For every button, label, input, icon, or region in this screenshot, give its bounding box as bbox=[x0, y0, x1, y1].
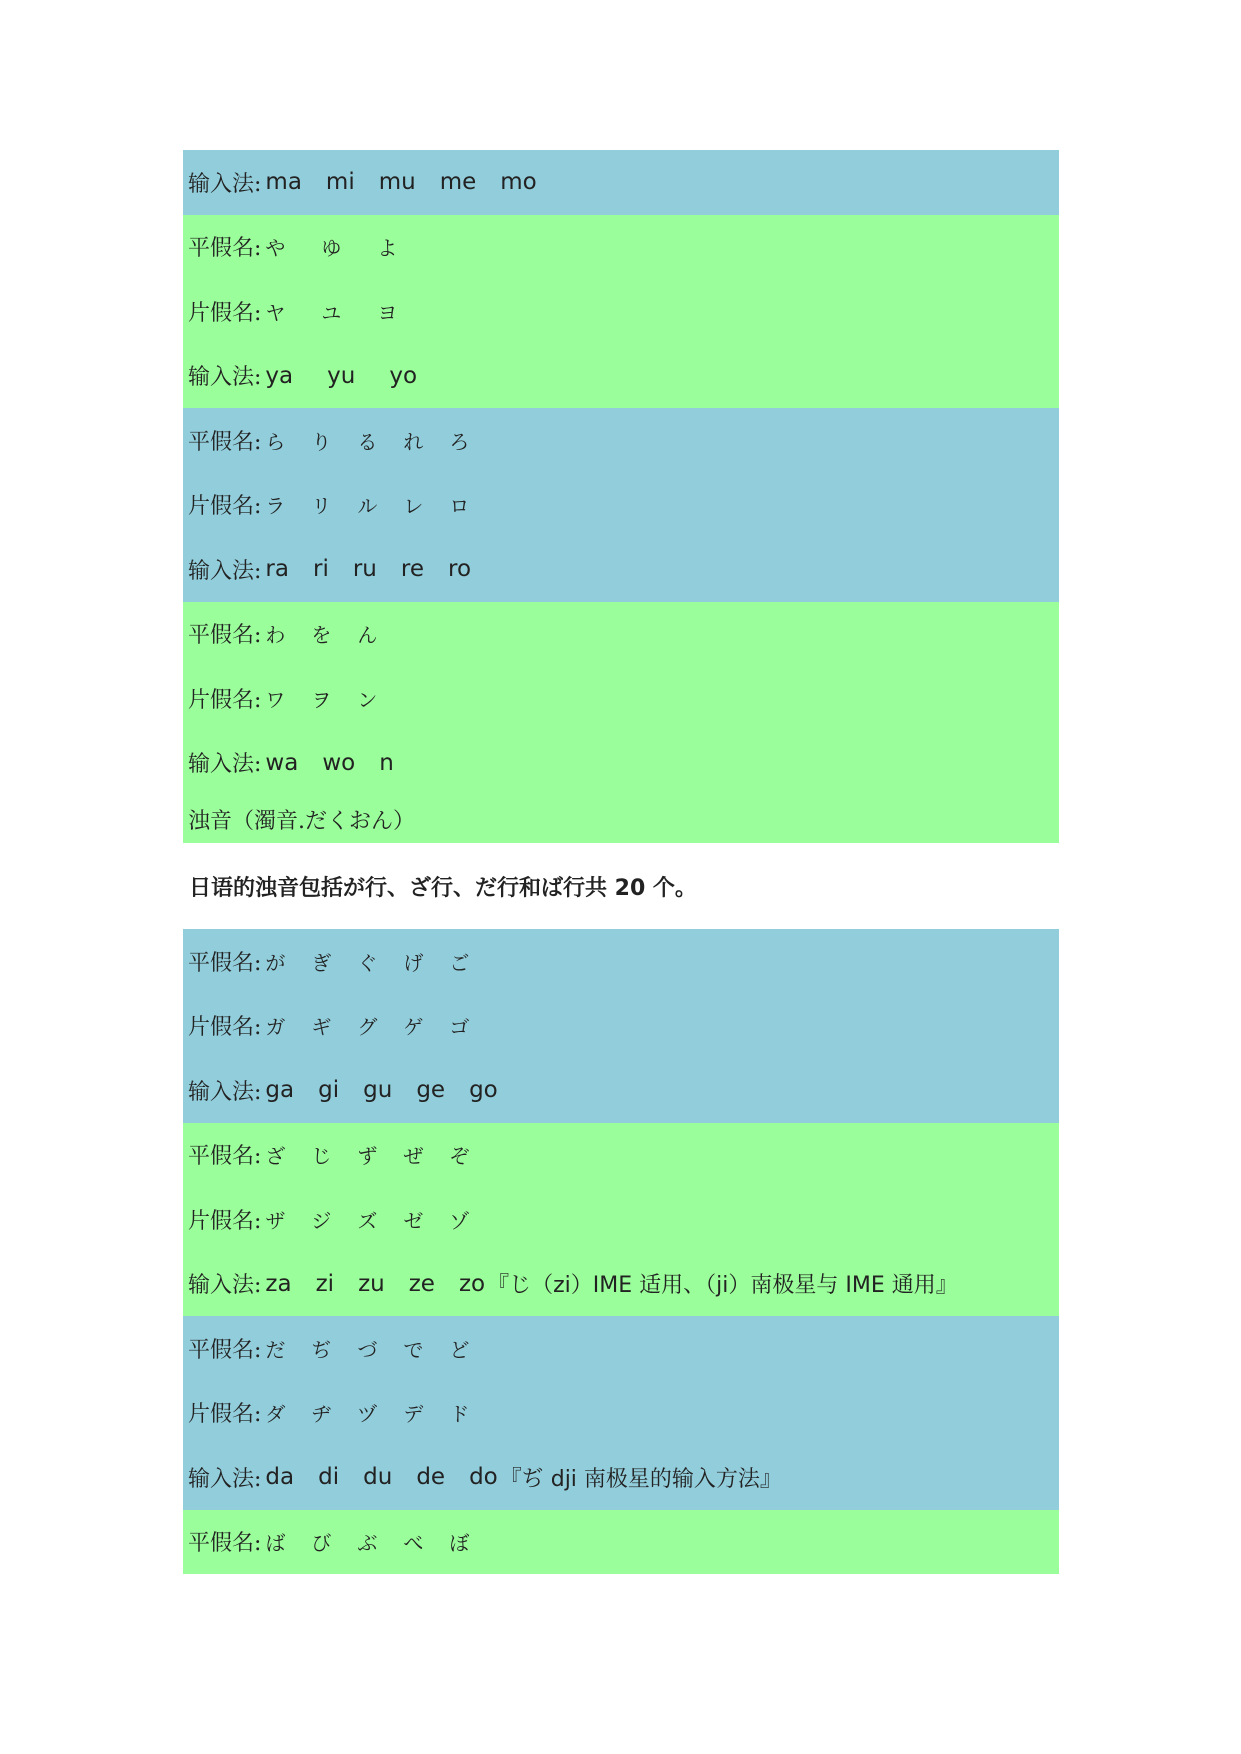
kana-cell: ワ bbox=[265, 687, 286, 712]
romaji-cell: da bbox=[265, 1464, 295, 1491]
hiragana-row bbox=[183, 929, 1059, 994]
romaji-cell: zi bbox=[315, 1270, 335, 1297]
katakana-label: 片假名: bbox=[188, 687, 262, 713]
input-label: 输入法: bbox=[188, 1466, 262, 1492]
kana-cell: ゾ bbox=[449, 1208, 470, 1233]
block-d-row bbox=[183, 1316, 1059, 1510]
katakana-label: 片假名: bbox=[188, 494, 262, 520]
document-page bbox=[183, 150, 1059, 1574]
hiragana-label: 平假名: bbox=[188, 623, 262, 649]
kana-cell: ダ bbox=[265, 1402, 286, 1427]
input-label: 输入法: bbox=[188, 752, 262, 778]
kana-cell: れ bbox=[403, 429, 424, 454]
kana-cell: ぎ bbox=[311, 950, 332, 975]
kana-cell: ド bbox=[449, 1402, 470, 1427]
kana-cell: レ bbox=[403, 494, 424, 519]
kana-cell: だ bbox=[265, 1337, 286, 1362]
kana-cell: ザ bbox=[265, 1208, 286, 1233]
kana-cell: ぼ bbox=[449, 1531, 470, 1556]
hiragana-label: 平假名: bbox=[188, 1531, 262, 1557]
hiragana-row bbox=[183, 1123, 1059, 1188]
katakana-label: 片假名: bbox=[188, 1208, 262, 1234]
kana-cell: や bbox=[265, 236, 286, 261]
romaji-cell: di bbox=[318, 1464, 340, 1491]
romaji-cell: de bbox=[416, 1464, 446, 1491]
section-title: 浊音（濁音.だくおん） bbox=[188, 808, 415, 834]
kana-cell: ジ bbox=[311, 1208, 332, 1233]
romaji-cell: wa bbox=[265, 749, 299, 776]
kana-cell: ヂ bbox=[311, 1402, 332, 1427]
romaji-cell: ri bbox=[312, 556, 329, 583]
romaji-cell: mu bbox=[378, 169, 416, 196]
romaji-cell: gi bbox=[318, 1077, 340, 1104]
hiragana-label: 平假名: bbox=[188, 1144, 262, 1170]
katakana-row bbox=[183, 1187, 1059, 1252]
romaji-cell: wo bbox=[322, 749, 356, 776]
hiragana-label: 平假名: bbox=[188, 1337, 262, 1363]
romaji-cell: za bbox=[265, 1270, 292, 1297]
katakana-row bbox=[183, 279, 1059, 344]
romaji-cell: mi bbox=[325, 169, 355, 196]
kana-cell: デ bbox=[403, 1402, 424, 1427]
kana-cell: ざ bbox=[265, 1144, 286, 1169]
kana-cell: で bbox=[403, 1337, 424, 1362]
romaji-cell: go bbox=[469, 1077, 498, 1104]
kana-cell: グ bbox=[357, 1015, 378, 1040]
kana-cell: ら bbox=[265, 429, 286, 454]
hiragana-label: 平假名: bbox=[188, 236, 262, 262]
input-note: 『ぢ dji 南极星的输入方法』 bbox=[499, 1466, 782, 1492]
kana-cell: ゆ bbox=[321, 236, 342, 261]
katakana-row bbox=[183, 1381, 1059, 1446]
input-label: 输入法: bbox=[188, 558, 262, 584]
hiragana-row bbox=[183, 1510, 1059, 1575]
intro-text: 日语的浊音包括が行、ざ行、だ行和ば行共 20 个。 bbox=[189, 875, 697, 901]
kana-cell: を bbox=[311, 623, 332, 648]
hiragana-row bbox=[183, 408, 1059, 473]
katakana-label: 片假名: bbox=[188, 1402, 262, 1428]
romaji-cell: du bbox=[363, 1464, 393, 1491]
kana-cell: ぞ bbox=[449, 1144, 470, 1169]
kana-cell: よ bbox=[377, 236, 398, 261]
romaji-cell: mo bbox=[500, 169, 537, 196]
romaji-cell: ma bbox=[265, 169, 302, 196]
input-row bbox=[183, 1445, 1059, 1510]
kana-cell: リ bbox=[311, 494, 332, 519]
kana-cell: ば bbox=[265, 1531, 286, 1556]
input-row bbox=[183, 731, 1059, 796]
hiragana-label: 平假名: bbox=[188, 429, 262, 455]
romaji-cell: me bbox=[439, 169, 477, 196]
input-row bbox=[183, 1252, 1059, 1317]
romaji-cell: n bbox=[379, 749, 394, 776]
kana-cell: づ bbox=[357, 1337, 378, 1362]
katakana-label: 片假名: bbox=[188, 1015, 262, 1041]
kana-cell: ゲ bbox=[403, 1015, 424, 1040]
kana-cell: ぐ bbox=[357, 950, 378, 975]
romaji-cell: ya bbox=[265, 362, 294, 389]
kana-cell: ず bbox=[357, 1144, 378, 1169]
block-b-row bbox=[183, 1510, 1059, 1575]
kana-cell: る bbox=[357, 429, 378, 454]
kana-cell: ギ bbox=[311, 1015, 332, 1040]
input-note: 『じ（zi）IME 适用、（ji）南极星与 IME 通用』 bbox=[487, 1273, 958, 1299]
hiragana-row bbox=[183, 602, 1059, 667]
kana-cell: じ bbox=[311, 1144, 332, 1169]
hiragana-row bbox=[183, 215, 1059, 280]
kana-cell: わ bbox=[265, 623, 286, 648]
block-y-row bbox=[183, 215, 1059, 409]
kana-cell: べ bbox=[403, 1531, 424, 1556]
romaji-cell: ge bbox=[416, 1077, 446, 1104]
kana-cell: ヲ bbox=[311, 687, 332, 712]
kana-cell: ガ bbox=[265, 1015, 286, 1040]
kana-cell: ぶ bbox=[357, 1531, 378, 1556]
block-g-row bbox=[183, 929, 1059, 1123]
input-row bbox=[183, 1058, 1059, 1123]
block-z-row bbox=[183, 1123, 1059, 1317]
romaji-cell: zu bbox=[358, 1270, 385, 1297]
kana-cell: ラ bbox=[265, 494, 286, 519]
romaji-cell: ze bbox=[408, 1270, 435, 1297]
romaji-cell: zo bbox=[458, 1270, 486, 1297]
romaji-cell: ra bbox=[265, 556, 289, 583]
kana-cell: ヅ bbox=[357, 1402, 378, 1427]
kana-cell: ろ bbox=[449, 429, 470, 454]
romaji-cell: ga bbox=[265, 1077, 295, 1104]
katakana-row bbox=[183, 666, 1059, 731]
kana-cell: ロ bbox=[449, 494, 470, 519]
kana-cell: ル bbox=[357, 494, 378, 519]
katakana-row bbox=[183, 473, 1059, 538]
block-r-row bbox=[183, 408, 1059, 602]
romaji-cell: ru bbox=[352, 556, 377, 583]
hiragana-label: 平假名: bbox=[188, 950, 262, 976]
romaji-cell: yu bbox=[327, 362, 356, 389]
input-row bbox=[183, 537, 1059, 602]
kana-cell: ん bbox=[357, 623, 378, 648]
kana-cell: び bbox=[311, 1531, 332, 1556]
kana-cell: り bbox=[311, 429, 332, 454]
input-row bbox=[183, 344, 1059, 409]
input-label: 输入法: bbox=[188, 1079, 262, 1105]
kana-cell: ヤ bbox=[265, 300, 286, 325]
romaji-cell: ro bbox=[448, 556, 472, 583]
kana-cell: ご bbox=[449, 950, 470, 975]
block-m-row bbox=[183, 150, 1059, 215]
block-w-row bbox=[183, 602, 1059, 844]
kana-cell: ゼ bbox=[403, 1208, 424, 1233]
kana-cell: ユ bbox=[321, 300, 342, 325]
input-label: 输入法: bbox=[188, 1273, 262, 1299]
hiragana-row bbox=[183, 1316, 1059, 1381]
kana-cell: ぢ bbox=[311, 1337, 332, 1362]
romaji-cell: gu bbox=[363, 1077, 393, 1104]
kana-cell: ど bbox=[449, 1337, 470, 1362]
kana-cell: ン bbox=[357, 687, 378, 712]
romaji-cell: do bbox=[469, 1464, 498, 1491]
input-label: 输入法: bbox=[188, 365, 262, 391]
romaji-cell: re bbox=[400, 556, 424, 583]
kana-cell: ぜ bbox=[403, 1144, 424, 1169]
kana-cell: が bbox=[265, 950, 286, 975]
kana-cell: ゴ bbox=[449, 1015, 470, 1040]
kana-cell: げ bbox=[403, 950, 424, 975]
katakana-label: 片假名: bbox=[188, 300, 262, 326]
romaji-cell: yo bbox=[389, 362, 418, 389]
input-row bbox=[183, 150, 1059, 215]
katakana-row bbox=[183, 994, 1059, 1059]
kana-cell: ヨ bbox=[377, 300, 398, 325]
input-label: 输入法: bbox=[188, 171, 262, 197]
kana-cell: ズ bbox=[357, 1208, 378, 1233]
